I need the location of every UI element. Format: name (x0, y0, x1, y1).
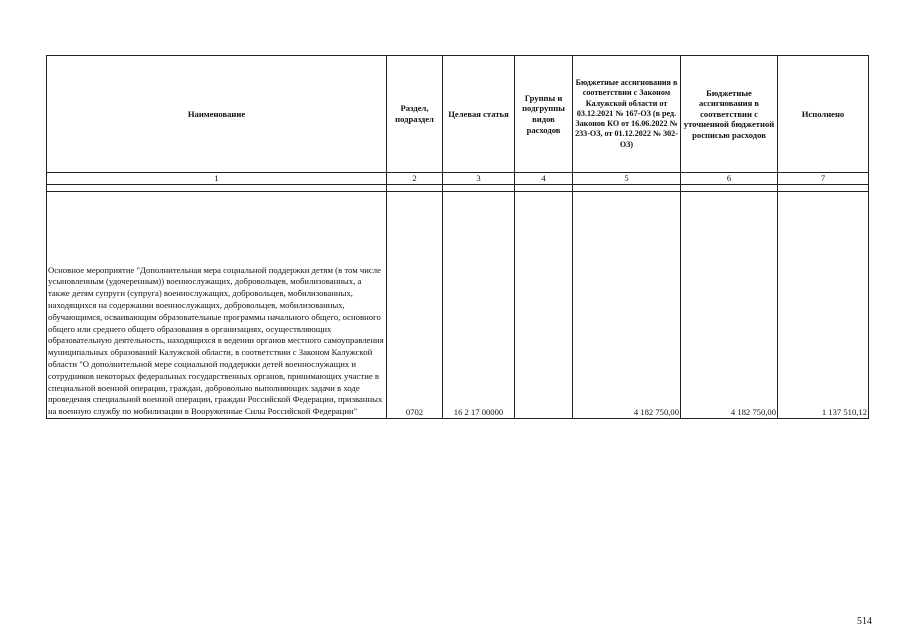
column-number: 6 (681, 173, 778, 185)
column-number: 4 (515, 173, 573, 185)
spacer-cell (47, 185, 387, 192)
spacer-cell (778, 185, 869, 192)
spacer-cell (515, 185, 573, 192)
row-executed: 1 137 510,12 (778, 192, 869, 419)
table-header-row (47, 56, 869, 173)
row-expense-group (515, 192, 573, 419)
spacer-cell (681, 185, 778, 192)
row-budget-refined: 4 182 750,00 (681, 192, 778, 419)
spacer-cell (387, 185, 443, 192)
header-section: Раздел, подраздел (387, 56, 443, 173)
column-number: 5 (573, 173, 681, 185)
table-row (47, 192, 869, 419)
header-target-article: Целевая статья (443, 56, 515, 173)
column-number: 3 (443, 173, 515, 185)
budget-execution-table (46, 55, 869, 419)
row-section: 0702 (387, 192, 443, 419)
column-number-row (47, 173, 869, 185)
page-number: 514 (857, 616, 872, 627)
header-executed: Исполнено (778, 56, 869, 173)
spacer-row (47, 185, 869, 192)
column-number: 1 (47, 173, 387, 185)
column-number: 2 (387, 173, 443, 185)
row-name: Основное мероприятие "Дополнительная мера социальной поддержки детям (в том числе усыновленным (удочеренным)) военнослужащих, добровольцев, мобилизованных, а также детям супруги (супруга) военнослужащих, добровольцев, мобилизованных, находящихся на содержании военнослужащих, добровольцев, мобилизованных, обучающимся, осваивающим образовательные программы начального общего, основного общего или среднего общего образования в организациях, осуществляющих образовательную деятельность, находящихся в ведении органов местного самоуправления муниципальных образований Калужской области, в соответствии с Законом Калужской области "О дополнительной мере социальной поддержки детей военнослужащих и сотрудников некоторых федеральных государственных органов, принимающих участие в специальной военной операции, граждан, добровольно выполняющих задачи в ходе проведения специальной военной операции, граждан Российской Федерации, призванных на военную службу по мобилизации в Вооруженные Силы Российской Федерации" (47, 192, 387, 419)
header-budget-law (573, 56, 681, 173)
row-budget-law: 4 182 750,00 (573, 192, 681, 419)
spacer-cell (443, 185, 515, 192)
header-budget-law-text: Бюджетные ассигнования в соответствии с Законом Калужской области от 03.12.2021 № 167-ОЗ (в ред. Законов КО от 16.06.2022 № 233-ОЗ, от 01.12.2022 № 302-ОЗ) (575, 77, 678, 149)
header-name: Наименование (47, 56, 387, 173)
header-expense-groups: Группы и подгруппы видов расходов (515, 56, 573, 173)
column-number: 7 (778, 173, 869, 185)
header-budget-refined: Бюджетные ассигнования в соответствии с уточненной бюджетной росписью расходов (681, 56, 778, 173)
spacer-cell (573, 185, 681, 192)
row-target-article: 16 2 17 00000 (443, 192, 515, 419)
